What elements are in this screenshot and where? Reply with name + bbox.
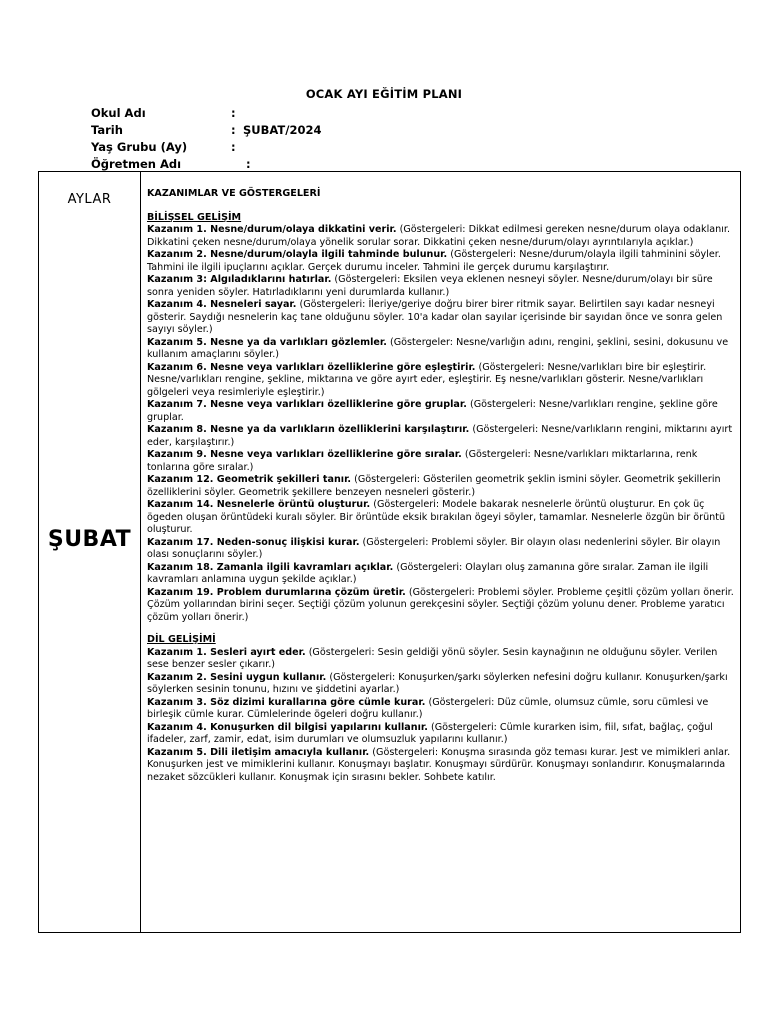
outcome-item bbox=[147, 299, 735, 337]
outcome-indicators: (Göstergeleri: Dikkat edilmesi gereken nesne/durum olaya odaklanır. Dikkatini çeken nesne/durum/olaya yönelik sorular sorar. Dikkatini çeken nesne/durum/olayı ayrıntılarıyla açıklar.) bbox=[147, 224, 731, 248]
outcome-heading: Kazanım 1. Nesne/durum/olaya dikkatini verir. bbox=[147, 224, 397, 235]
section-title: BİLİŞSEL GELİŞİM bbox=[147, 211, 242, 223]
outcome-indicators: (Göstergeleri: Sesin geldiği yönü söyler. Sesin kaynağının ne olduğunu söyler. Verilen sese benzer sesler çıkarır.) bbox=[147, 646, 718, 670]
outcome-item bbox=[147, 337, 735, 362]
info-block bbox=[91, 104, 321, 173]
outcome-heading: Kazanım 12. Geometrik şekilleri tanır. bbox=[147, 474, 352, 485]
outcome-item bbox=[147, 224, 735, 249]
outcome-indicators: (Göstergeleri: Nesne/varlıkları bire bir eşleştirir. Nesne/varlıkları rengine, şekline, miktarına ve göre ayırt eder, eşleştirir. Eş nesne/varlıkları gösterir. Nesne/varlıkları gölgeleri veya resimleriyle eşleştirir.) bbox=[147, 361, 707, 398]
outcome-item bbox=[147, 249, 735, 274]
page-title: OCAK AYI EĞİTİM PLANI bbox=[305, 87, 463, 101]
outcome-item bbox=[147, 362, 735, 400]
outcome-heading: Kazanım 17. Neden-sonuç ilişkisi kurar. bbox=[147, 536, 360, 548]
outcome-item bbox=[147, 474, 735, 499]
outcome-heading: Kazanım 3. Söz dizimi kurallarına göre cümle kurar. bbox=[147, 696, 426, 708]
outcome-heading: Kazanım 5. Nesne ya da varlıkları gözlemler. bbox=[147, 336, 387, 348]
info-row-date: Tarih : ŞUBAT/2024 bbox=[91, 122, 322, 137]
outcome-item bbox=[147, 697, 735, 722]
outcome-heading: Kazanım 6. Nesne veya varlıkları özelliklerine göre eşleştirir. bbox=[147, 361, 476, 373]
outcomes-column-header: KAZANIMLAR VE GÖSTERGELERİ bbox=[147, 188, 321, 199]
info-label: Okul Adı bbox=[91, 105, 146, 120]
outcome-indicators: (Göstergeleri: Cümle kurarken isim, fiil, sıfat, bağlaç, çoğul ifadeler, zarf, zamir, edat, isim durumları ve olumsuzluk yapılarını kullanır.) bbox=[147, 721, 713, 745]
outcome-indicators: (Göstergeleri: Nesne/varlıkları rengine, şekline göre gruplar. bbox=[147, 399, 718, 423]
outcome-item bbox=[147, 399, 735, 424]
month-label: ŞUBAT bbox=[47, 527, 132, 552]
outcome-item bbox=[147, 499, 735, 537]
outcome-indicators: (Göstergeleri: Konuşma sırasında göz teması kurar. Jest ve mimikleri anlar. Konuşurken jest ve mimiklerini kullanır. Konuşmayı başlatır. Konuşmayı sürdürür. Konuşmayı sonlandırır. Konuşmalarında nezaket sözcükleri kullanır. Konuşmak için sırasını bekler. Sohbete katılır. bbox=[147, 746, 731, 783]
info-value: ŞUBAT/2024 bbox=[243, 122, 322, 137]
outcome-item bbox=[147, 537, 735, 562]
outcome-heading: Kazanım 18. Zamanla ilgili kavramları açıklar. bbox=[147, 561, 394, 573]
outcome-indicators: (Göstergeleri: Problemi söyler. Bir olayın olası nedenlerini söyler. Bir olayın olası sonuçlarını söyler.) bbox=[147, 536, 721, 560]
column-divider bbox=[140, 171, 141, 933]
outcome-item bbox=[147, 672, 735, 697]
outcome-indicators: (Göstergeleri: Konuşurken/şarkı söylerken nefesini doğru kullanır. Konuşurken/şarkı söylerken sesinin tonunu, hızını ve şiddetini ayarlar.) bbox=[147, 671, 728, 695]
outcome-heading: Kazanım 3: Algıladıklarını hatırlar. bbox=[147, 274, 332, 285]
outcome-indicators: (Göstergeleri: İleriye/geriye doğru birer birer ritmik sayar. Belirtilen sayı kadar nesneyi gösterir. Saydığı nesnelerin kaç tane olduğunu söyler. 10'a kadar olan sayılar içerisinde bir sayıdan önce ve sonra gelen sayıyı söyler.) bbox=[147, 299, 723, 335]
outcome-item bbox=[147, 449, 735, 474]
outcome-indicators: (Göstergeleri: Olayları oluş zamanına göre sıralar. Zaman ile ilgili kavramları anlamına uygun şekilde açıklar.) bbox=[147, 561, 709, 585]
outcome-indicators: (Göstergeleri: Nesne/durum/olayla ilgili tahminini söyler. Tahmini ile ilgili ipuçlarını açıklar. Gerçek durumu inceler. Tahmini ile gerçek durumu karşılaştırır. bbox=[147, 249, 721, 273]
outcome-heading: Kazanım 1. Sesleri ayırt eder. bbox=[147, 646, 306, 658]
outcomes-column bbox=[147, 188, 735, 784]
outcome-indicators: (Göstergeleri: Modele bakarak nesnelerle örüntü oluşturur. En çok üç ögeden oluşan örüntüdeki kuralı söyler. Bir örüntüde eksik bırakılan ögeyi söyler, tamamlar. Nesnelerle özgün bir örüntü oluşturur. bbox=[147, 499, 726, 535]
info-label: Tarih bbox=[91, 122, 123, 137]
info-label: Yaş Grubu (Ay) bbox=[91, 139, 188, 154]
outcome-heading: Kazanım 14. Nesnelerle örüntü oluşturur. bbox=[147, 499, 371, 510]
outcome-heading: Kazanım 8. Nesne ya da varlıkların özelliklerini karşılaştırır. bbox=[147, 424, 470, 435]
info-row-age-group: Yaş Grubu (Ay) : bbox=[91, 139, 236, 154]
outcome-heading: Kazanım 7. Nesne veya varlıkları özelliklerine göre gruplar. bbox=[147, 399, 467, 410]
outcome-item bbox=[147, 747, 735, 785]
months-column-header: AYLAR bbox=[67, 192, 112, 207]
outcome-heading: Kazanım 5. Dili iletişim amacıyla kullanır. bbox=[147, 746, 370, 758]
section-title: DİL GELİŞİMİ bbox=[147, 634, 216, 645]
outcome-indicators: (Göstergeleri: Nesne/varlıkların rengini, miktarını ayırt eder, karşılaştırır.) bbox=[147, 424, 733, 448]
outcome-indicators: (Göstergeleri: Problemi söyler. Probleme çeşitli çözüm yolları önerir. Çözüm yollarından birini seçer. Seçtiği çözüm yolunun gerekçesini söyler. Seçtiği çözüm yolunu dener. Probleme yaratıcı çözüm yolları önerir.) bbox=[147, 586, 734, 623]
outcome-item bbox=[147, 274, 735, 299]
outcome-item bbox=[147, 562, 735, 587]
outcome-indicators: (Göstergeleri: Eksilen veya eklenen nesneyi söyler. Nesne/durum/olayı bir süre sonra yeniden söyler. Hatırladıklarını yeni durumlarda kullanır.) bbox=[147, 274, 713, 298]
outcome-item bbox=[147, 722, 735, 747]
outcome-indicators: (Göstergeler: Nesne/varlığın adını, rengini, şeklini, sesini, dokusunu ve kullanım amaçlarını söyler.) bbox=[147, 336, 729, 360]
info-row-school: Okul Adı : bbox=[91, 105, 236, 120]
outcome-indicators: (Göstergeleri: Gösterilen geometrik şeklin ismini söyler. Geometrik şekillerin özelliklerini söyler. Geometrik şekillere benzeyen nesneleri gösterir.) bbox=[147, 474, 721, 498]
outcome-heading: Kazanım 4. Nesneleri sayar. bbox=[147, 299, 297, 310]
outcome-indicators: (Göstergeleri: Nesne/varlıkları miktarlarına, renk tonlarına göre sıralar.) bbox=[147, 449, 698, 473]
outcome-heading: Kazanım 19. Problem durumlarına çözüm üretir. bbox=[147, 586, 406, 598]
outcome-heading: Kazanım 2. Nesne/durum/olayla ilgili tahminde bulunur. bbox=[147, 249, 448, 260]
outcome-sections bbox=[147, 212, 735, 785]
outcome-heading: Kazanım 4. Konuşurken dil bilgisi yapılarını kullanır. bbox=[147, 721, 428, 733]
outcome-heading: Kazanım 9. Nesne veya varlıkları özelliklerine göre sıralar. bbox=[147, 449, 462, 460]
outcome-item bbox=[147, 587, 735, 625]
outcome-item bbox=[147, 647, 735, 672]
outcome-indicators: (Göstergeleri: Düz cümle, olumsuz cümle, soru cümlesi ve birleşik cümle kurar. Cümlelerinde ögeleri doğru kullanır.) bbox=[147, 696, 709, 720]
info-row-teacher: Öğretmen Adı : bbox=[91, 157, 251, 172]
section-gap bbox=[147, 624, 735, 634]
info-label: Öğretmen Adı bbox=[91, 157, 182, 172]
outcome-item bbox=[147, 424, 735, 449]
outcome-heading: Kazanım 2. Sesini uygun kullanır. bbox=[147, 671, 327, 683]
